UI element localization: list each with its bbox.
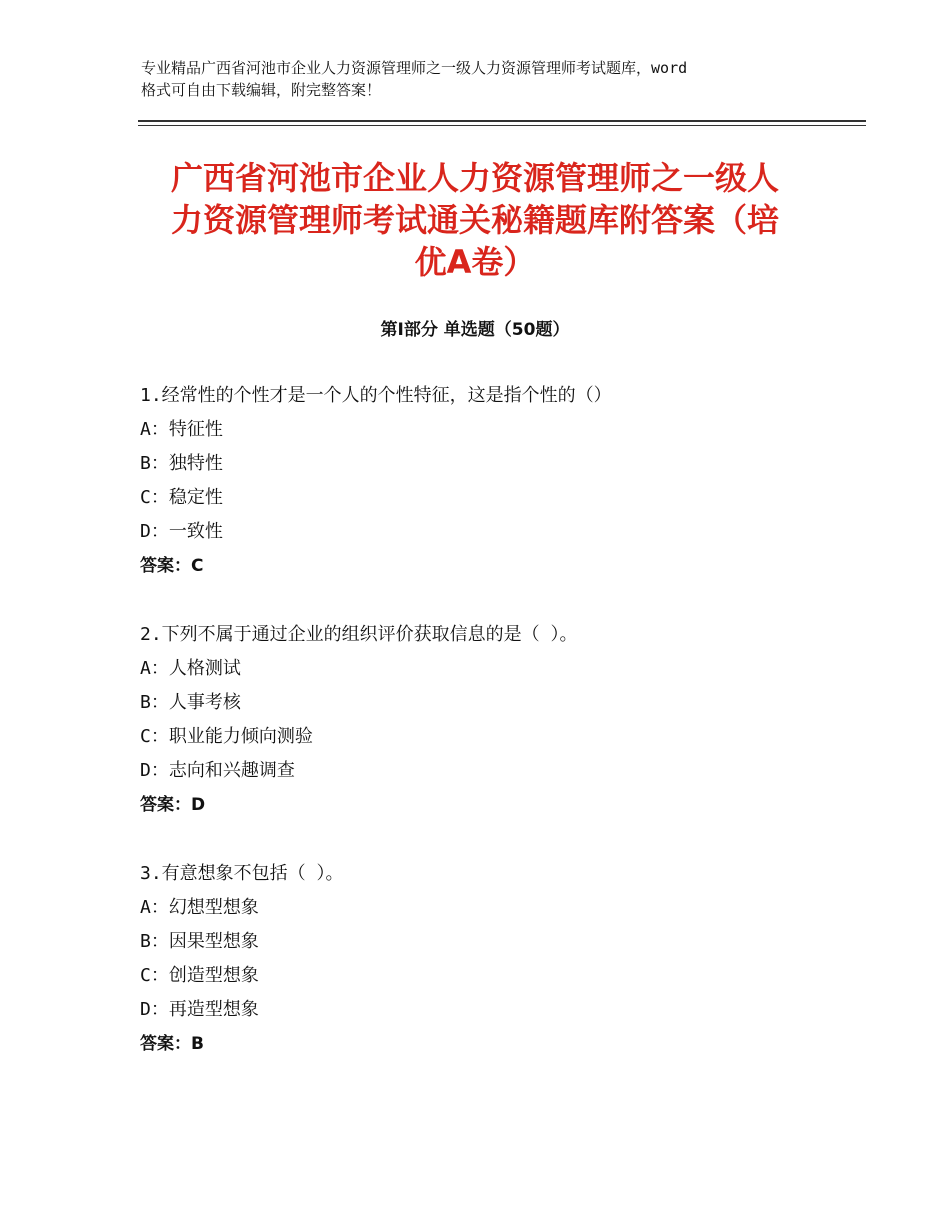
answer-line: 答案：D <box>140 795 206 815</box>
document-title-line-1: 广西省河池市企业人力资源管理师之一级人 <box>170 159 779 197</box>
question-text: 2.下列不属于通过企业的组织评价获取信息的是（ ）。 <box>140 624 578 645</box>
document-title <box>140 157 810 283</box>
question-1 <box>140 379 840 583</box>
document-title-line-2: 力资源管理师考试通关秘籍题库附答案（培 <box>170 201 779 239</box>
option-b: B：人事考核 <box>140 692 241 713</box>
option-c: C：职业能力倾向测验 <box>140 726 313 747</box>
option-b: B：独特性 <box>140 453 223 474</box>
section-heading: 第I部分 单选题（50题） <box>380 320 570 340</box>
option-d: D：一致性 <box>140 521 223 542</box>
option-b: B：因果型想象 <box>140 931 259 952</box>
header-divider-thin <box>138 125 866 126</box>
option-a: A：人格测试 <box>140 658 241 679</box>
question-3 <box>140 857 840 1061</box>
answer-line: 答案：B <box>140 1034 204 1054</box>
option-c: C：创造型想象 <box>140 965 259 986</box>
option-a: A：特征性 <box>140 419 223 440</box>
header-divider-thick <box>138 120 866 122</box>
document-title-line-3: 优A卷） <box>414 243 536 281</box>
option-d: D：志向和兴趣调查 <box>140 760 295 781</box>
header-note <box>141 57 821 101</box>
header-note-line-2: 格式可自由下载编辑，附完整答案！ <box>141 81 382 99</box>
question-text: 3.有意想象不包括（ ）。 <box>140 863 344 884</box>
header-note-line-1: 专业精品广西省河池市企业人力资源管理师之一级人力资源管理师考试题库，word <box>141 59 688 77</box>
option-a: A：幻想型想象 <box>140 897 259 918</box>
question-text: 1.经常性的个性才是一个人的个性特征，这是指个性的（） <box>140 385 612 406</box>
question-2 <box>140 618 840 822</box>
option-d: D：再造型想象 <box>140 999 259 1020</box>
option-c: C：稳定性 <box>140 487 223 508</box>
answer-line: 答案：C <box>140 556 204 576</box>
